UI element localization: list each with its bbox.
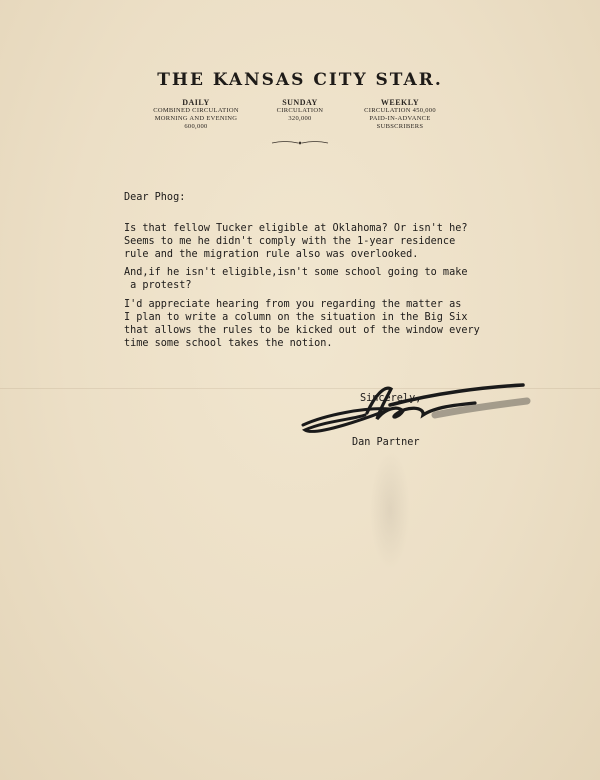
daily-circulation [148,98,244,131]
handwritten-signature-icon [295,375,535,445]
weekly-line3: SUBSCRIBERS [376,123,424,130]
letterhead-title: THE KANSAS CITY STAR. [157,70,443,90]
salutation: Dear Phog: [124,192,186,203]
paragraph-1: Is that fellow Tucker eligible at Oklahoma? Or isn't he? Seems to me he didn't comply with the 1-year residence rule and the migration rule also was overlooked. [124,223,468,260]
paragraph-2: And,if he isn't eligible,isn't some school going to make a protest? [124,267,468,291]
daily-line3: 600,000 [184,123,208,130]
ink-smudge [370,450,410,570]
sunday-line1: CIRCULATION [276,107,324,114]
closing: Sincerely, [360,393,422,404]
daily-line2: MORNING AND EVENING [154,115,238,122]
signer-name: Dan Partner [352,437,420,448]
weekly-label: WEEKLY [380,98,420,107]
sunday-circulation [262,98,338,123]
ornament-icon [270,138,330,148]
paragraph-3: I'd appreciate hearing from you regarding the matter as I plan to write a column on the situation in the Big Six that allows the rules to be kicked out of the window every time some school takes the notion. [124,299,480,349]
daily-line1: COMBINED CIRCULATION [153,107,239,114]
daily-label: DAILY [182,98,210,107]
weekly-line1: CIRCULATION 450,000 [364,107,436,114]
sunday-line2: 320,000 [288,115,312,122]
weekly-circulation [348,98,452,131]
weekly-line2: PAID-IN-ADVANCE [369,115,431,122]
sunday-label: SUNDAY [282,98,318,107]
